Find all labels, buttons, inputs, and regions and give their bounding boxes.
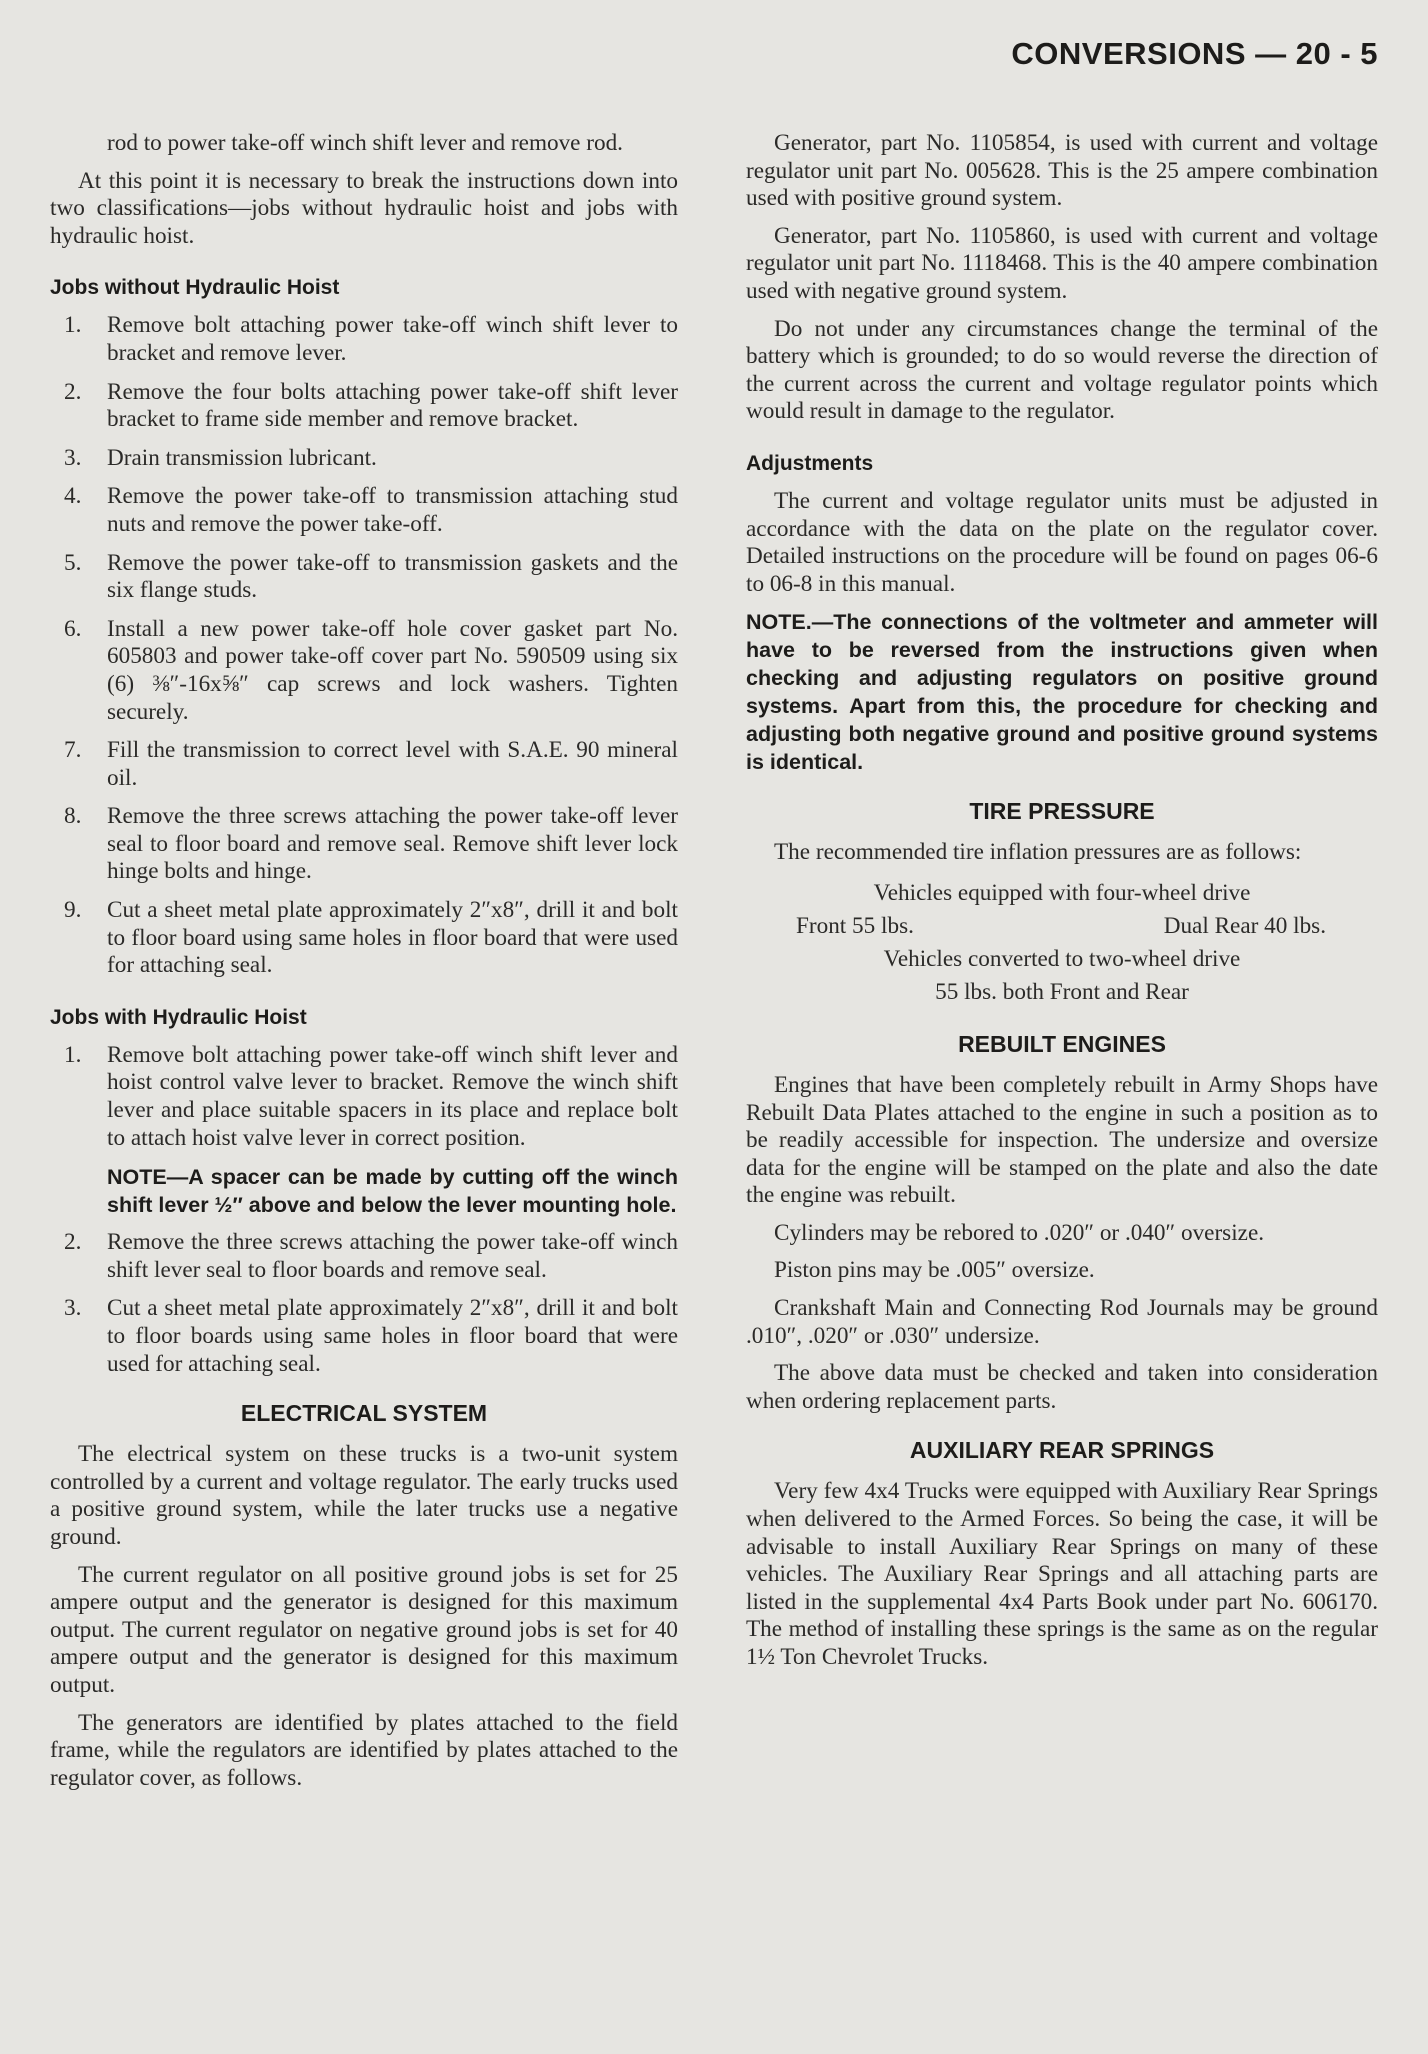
- spacer-note: NOTE—A spacer can be made by cutting off the winch shift lever ½″ above and below the lever mounting hole.: [107, 1165, 678, 1218]
- auxiliary-springs-heading: AUXILIARY REAR SPRINGS: [909, 1437, 1215, 1464]
- list-item: 9. Cut a sheet metal plate approximately 2″x8″, drill it and bolt to floor board using same holes in floor board that were used for attaching seal.: [64, 897, 678, 979]
- rebuilt-paragraph: Piston pins may be .005″ oversize.: [774, 1257, 1095, 1284]
- list-item: 7. Fill the transmission to correct level with S.A.E. 90 mineral oil.: [64, 737, 678, 791]
- tire-intro: The recommended tire inflation pressures are as follows:: [774, 839, 1302, 866]
- right-column: [746, 130, 1378, 1682]
- electrical-paragraph: The electrical system on these trucks is a two-unit system controlled by a current and voltage regulator. The early trucks used a positive ground system, while the later trucks use a negative ground.: [50, 1441, 678, 1550]
- auxiliary-springs-paragraph: Very few 4x4 Trucks were equipped with Auxiliary Rear Springs when delivered to the Armed Forces. So being the case, it will be advisable to install Auxiliary Rear Springs on many of these vehicles. The Auxiliary Rear Springs and all attaching parts are listed in the supplemental 4x4 Parts Book under part No. 606170. The method of installing these springs is the same as on the regular 1½ Ton Chevrolet Trucks.: [746, 1478, 1378, 1670]
- list-item: 1. Remove bolt attaching power take-off winch shift lever and hoist control valve lever to bracket. Remove the winch shift lever and place suitable spacers in its place and replace bolt to attach hoist valve lever in correct position.: [64, 1041, 678, 1151]
- continued-paragraph: rod to power take-off winch shift lever and remove rod.: [107, 130, 623, 156]
- list-item: 6. Install a new power take-off hole cover gasket part No. 605803 and power take-off cover part No. 590509 using six (6) ⅜″-16x⅝″ cap screws and lock washers. Tighten securely.: [64, 615, 678, 725]
- tire-4wd-label: Vehicles equipped with four-wheel drive: [873, 879, 1251, 906]
- rebuilt-engines-heading: REBUILT ENGINES: [958, 1030, 1166, 1057]
- tire-4wd-values: [746, 910, 1378, 943]
- generator-paragraph: Do not under any circumstances change the terminal of the battery which is grounded; to do so would reverse the direction of the current across the current and voltage regulator points which would result in damage to the regulator.: [746, 315, 1378, 425]
- tire-2wd-label: Vehicles converted to two-wheel drive: [883, 945, 1241, 972]
- page-header: CONVERSIONS — 20 - 5: [1011, 36, 1378, 71]
- adjustments-paragraph: The current and voltage regulator units must be adjusted in accordance with the data on the plate on the regulator cover. Detailed instructions on the procedure will be found on pages 06-6 to 06-8 in this manual.: [746, 487, 1378, 597]
- list-item: 3. Cut a sheet metal plate approximately 2″x8″, drill it and bolt to floor boards using same holes in floor board that were used for attaching seal.: [64, 1295, 678, 1377]
- electrical-paragraph: The current regulator on all positive ground jobs is set for 25 ampere output and the generator is designed for this maximum output. The current regulator on negative ground jobs is set for 40 ampere output and the generator is designed for this maximum output.: [50, 1561, 678, 1698]
- tire-2wd-value: 55 lbs. both Front and Rear: [935, 978, 1189, 1005]
- tire-front-value: Front 55 lbs.: [796, 912, 914, 939]
- jobs-with-hoist-heading: Jobs with Hydraulic Hoist: [50, 1005, 307, 1029]
- generator-paragraph: Generator, part No. 1105854, is used with current and voltage regulator unit part No. 005628. This is the 25 ampere combination used with positive ground system.: [746, 130, 1378, 212]
- electrical-paragraph: The generators are identified by plates attached to the field frame, while the regulators are identified by plates attached to the regulator cover, as follows.: [50, 1709, 678, 1791]
- tire-pressure-table: [746, 877, 1378, 1009]
- intro-paragraph: At this point it is necessary to break the instructions down into two classifications—jobs without hydraulic hoist and jobs with hydraulic hoist.: [50, 167, 678, 249]
- electrical-system-heading: ELECTRICAL SYSTEM: [240, 1400, 488, 1427]
- list-item: 2. Remove the four bolts attaching power take-off shift lever bracket to frame side member and remove bracket.: [64, 378, 678, 433]
- generator-paragraph: Generator, part No. 1105860, is used with current and voltage regulator unit part No. 1118468. This is the 40 ampere combination used with negative ground system.: [746, 222, 1378, 304]
- tire-pressure-heading: TIRE PRESSURE: [969, 798, 1155, 825]
- adjustments-heading: Adjustments: [746, 451, 874, 475]
- rebuilt-paragraph: Engines that have been completely rebuilt in Army Shops have Rebuilt Data Plates attached to the engine in such a position as to be readily accessible for inspection. The undersize and oversize data for the engine will be stamped on the plate and also the date the engine was rebuilt.: [746, 1071, 1378, 1209]
- jobs-with-hoist-list-continued: [50, 1229, 678, 1378]
- left-column: [50, 130, 678, 1802]
- rebuilt-paragraph: The above data must be checked and taken into consideration when ordering replacement parts.: [746, 1360, 1378, 1414]
- adjustments-note: NOTE.—The connections of the voltmeter and ammeter will have to be reversed from the instructions given when checking and adjusting regulators on positive ground systems. Apart from this, the procedure for checking and adjusting both negative ground and positive ground systems is identical.: [746, 610, 1378, 775]
- list-item: 2. Remove the three screws attaching the power take-off winch shift lever seal to floor boards and remove seal.: [64, 1229, 678, 1283]
- rebuilt-paragraph: Cylinders may be rebored to .020″ or .040″ oversize.: [774, 1219, 1265, 1246]
- tire-dual-rear-value: Dual Rear 40 lbs.: [1163, 912, 1326, 939]
- jobs-without-hoist-list: [50, 312, 678, 979]
- jobs-without-hoist-heading: Jobs without Hydraulic Hoist: [50, 276, 340, 300]
- list-item: 8. Remove the three screws attaching the power take-off lever seal to floor board and remove seal. Remove shift lever lock hinge bolts and hinge.: [64, 803, 678, 885]
- list-item: 4. Remove the power take-off to transmission attaching stud nuts and remove the power take-off.: [64, 483, 678, 537]
- list-item: 3. Drain transmission lubricant.: [64, 444, 377, 471]
- list-item: 1. Remove bolt attaching power take-off winch shift lever to bracket and remove lever.: [64, 312, 678, 366]
- list-item: 5. Remove the power take-off to transmission gaskets and the six flange studs.: [64, 549, 678, 604]
- jobs-with-hoist-list: [50, 1042, 678, 1152]
- rebuilt-paragraph: Crankshaft Main and Connecting Rod Journals may be ground .010″, .020″ or .030″ undersize.: [746, 1295, 1378, 1349]
